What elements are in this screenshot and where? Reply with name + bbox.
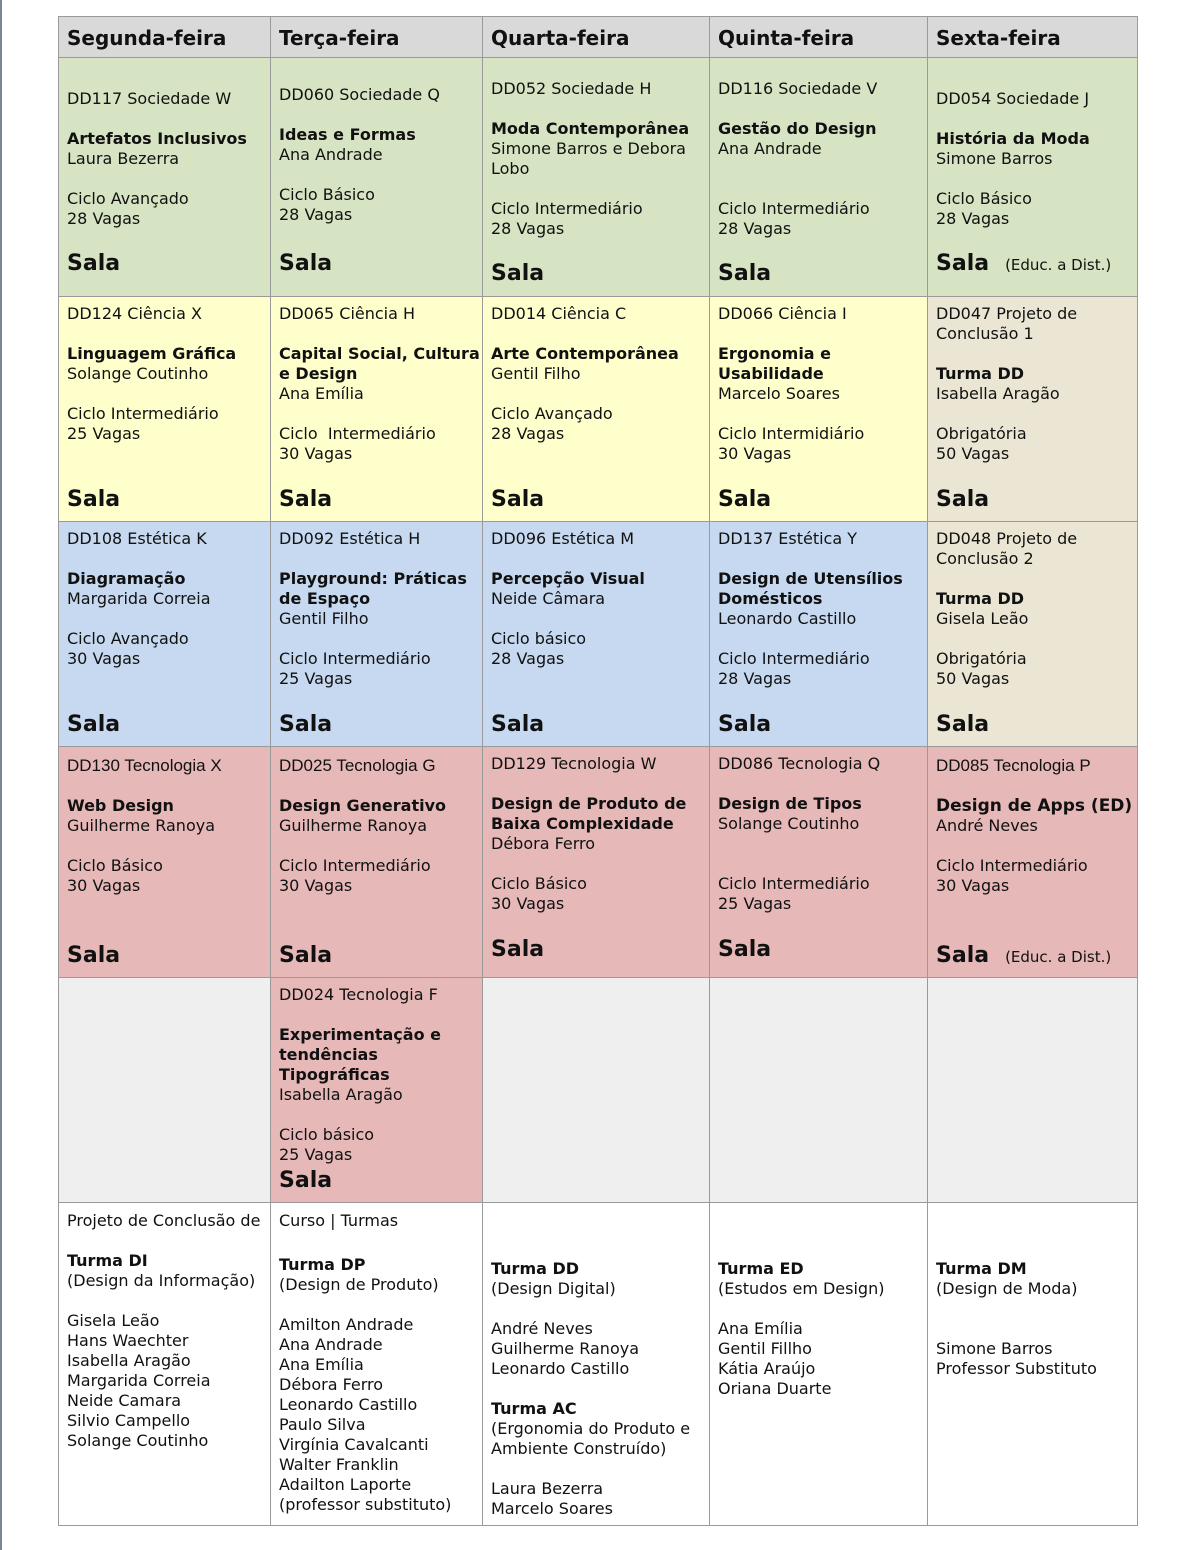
course-code: DD065 Ciência H	[279, 304, 416, 323]
course-cycle: Ciclo Avançado	[67, 629, 189, 648]
course-cell[interactable]	[483, 747, 710, 978]
course-sala: Sala	[491, 712, 545, 737]
group-cell-dm	[928, 1203, 1138, 1526]
course-teacher: Ana Andrade	[279, 145, 383, 164]
course-vagas: 28 Vagas	[279, 205, 353, 224]
course-sala: Sala	[718, 937, 772, 962]
course-code: Conclusão 2	[936, 549, 1034, 568]
course-vagas: 28 Vagas	[491, 649, 565, 668]
course-title: Design de Apps (ED)	[936, 796, 1133, 816]
course-title: Turma DD	[936, 364, 1025, 383]
course-title: Linguagem Gráfica	[67, 344, 237, 363]
course-teacher: Solange Coutinho	[67, 364, 209, 383]
course-teacher: Guilherme Ranoya	[67, 816, 215, 835]
course-code: DD014 Ciência C	[491, 304, 627, 323]
group-member: (professor substituto)	[279, 1495, 452, 1514]
course-title: Web Design	[67, 796, 174, 815]
course-title: Capital Social, Cultura	[279, 344, 480, 363]
course-code: DD025 Tecnologia G	[279, 756, 436, 775]
group-turma: Turma DD	[491, 1259, 580, 1278]
course-cycle: Ciclo básico	[491, 629, 587, 648]
course-vagas: 28 Vagas	[718, 669, 792, 688]
course-vagas: 30 Vagas	[67, 649, 141, 668]
group-member: Marcelo Soares	[491, 1499, 613, 1518]
course-title: Artefatos Inclusivos	[67, 129, 247, 148]
course-cell[interactable]	[483, 522, 710, 747]
course-vagas: 28 Vagas	[491, 424, 565, 443]
course-teacher: André Neves	[936, 816, 1038, 835]
course-sala: Sala	[491, 261, 545, 286]
group-cell-ed	[710, 1203, 928, 1526]
header-quinta: Quinta-feira	[710, 16, 928, 58]
course-title: Usabilidade	[718, 364, 824, 383]
course-vagas: 30 Vagas	[936, 876, 1010, 895]
group-member: Isabella Aragão	[67, 1351, 191, 1370]
course-vagas: 28 Vagas	[718, 219, 792, 238]
course-sala: Sala (Educ. a Dist.)	[936, 251, 1112, 276]
group-desc: (Design de Produto)	[279, 1275, 439, 1294]
course-title: Arte Contemporânea	[491, 344, 679, 363]
course-cell[interactable]	[710, 747, 928, 978]
group-heading: Projeto de Conclusão de	[67, 1211, 261, 1230]
course-cycle: Ciclo Básico	[279, 185, 375, 204]
course-sala: Sala	[279, 487, 333, 512]
course-cycle: Ciclo Intermediário	[718, 649, 870, 668]
course-cycle: Ciclo Básico	[936, 189, 1032, 208]
course-cell[interactable]	[271, 747, 483, 978]
course-vagas: 30 Vagas	[67, 876, 141, 895]
course-teacher: Margarida Correia	[67, 589, 211, 608]
header-terca: Terça-feira	[271, 16, 483, 58]
course-cell[interactable]	[271, 978, 483, 1203]
course-code: DD066 Ciência I	[718, 304, 847, 323]
course-sala: Sala	[279, 712, 333, 737]
group-member: Margarida Correia	[67, 1371, 211, 1390]
course-teacher: Laura Bezerra	[67, 149, 180, 168]
course-cell[interactable]	[271, 522, 483, 747]
course-vagas: 25 Vagas	[718, 894, 792, 913]
course-sala: Sala	[67, 487, 121, 512]
course-code: DD124 Ciência X	[67, 304, 202, 323]
course-teacher: Ana Andrade	[718, 139, 822, 158]
course-note: (Educ. a Dist.)	[1005, 256, 1112, 274]
empty-cell	[710, 978, 928, 1203]
course-title: e Design	[279, 364, 358, 383]
course-cell[interactable]	[710, 522, 928, 747]
course-teacher: Simone Barros e Debora	[491, 139, 686, 158]
group-member: Neide Camara	[67, 1391, 182, 1410]
course-cell[interactable]	[58, 297, 271, 522]
course-code: DD096 Estética M	[491, 529, 635, 548]
course-code: DD086 Tecnologia Q	[718, 754, 881, 773]
course-teacher: Marcelo Soares	[718, 384, 840, 403]
course-sala: Sala	[718, 712, 772, 737]
header-segunda: Segunda-feira	[58, 16, 271, 58]
course-teacher: Simone Barros	[936, 149, 1053, 168]
course-teacher: Ana Emília	[279, 384, 364, 403]
course-title: Experimentação e	[279, 1025, 441, 1044]
course-teacher: Débora Ferro	[491, 834, 596, 853]
empty-cell	[928, 978, 1138, 1203]
course-title: Turma DD	[936, 589, 1025, 608]
course-title: Tipográficas	[279, 1065, 390, 1084]
group-member: Ana Emília	[718, 1319, 803, 1338]
course-title: Baixa Complexidade	[491, 814, 674, 833]
group-member: Gentil Fillho	[718, 1339, 812, 1358]
course-title: Moda Contemporânea	[491, 119, 690, 138]
course-title: Domésticos	[718, 589, 823, 608]
course-title: Diagramação	[67, 569, 186, 588]
course-sala: Sala	[279, 943, 333, 968]
group-desc: (Estudos em Design)	[718, 1279, 885, 1298]
group-cell-di	[58, 1203, 271, 1526]
group-member: Débora Ferro	[279, 1375, 384, 1394]
group-turma: Turma ED	[718, 1259, 804, 1278]
course-cycle: Ciclo Intermediário	[279, 424, 436, 443]
group-member: Kátia Araújo	[718, 1359, 816, 1378]
group-member: Solange Coutinho	[67, 1431, 209, 1450]
group-member: Leonardo Castillo	[279, 1395, 418, 1414]
course-note: (Educ. a Dist.)	[1005, 948, 1112, 966]
course-code: DD116 Sociedade V	[718, 79, 878, 98]
group-member: Gisela Leão	[67, 1311, 160, 1330]
course-title: de Espaço	[279, 589, 371, 608]
course-vagas: 25 Vagas	[279, 669, 353, 688]
course-sala: Sala (Educ. a Dist.)	[936, 943, 1112, 968]
course-title: Design de Tipos	[718, 794, 862, 813]
group-member: Simone Barros	[936, 1339, 1053, 1358]
course-vagas: 25 Vagas	[279, 1145, 353, 1164]
header-sexta: Sexta-feira	[928, 16, 1138, 58]
course-code: Conclusão 1	[936, 324, 1034, 343]
course-code: DD085 Tecnologia P	[936, 756, 1091, 775]
group-member: Guilherme Ranoya	[491, 1339, 639, 1358]
course-teacher: Guilherme Ranoya	[279, 816, 427, 835]
course-sala: Sala	[67, 943, 121, 968]
course-sala: Sala	[491, 487, 545, 512]
group-member: Adailton Laporte	[279, 1475, 412, 1494]
group-desc: (Design Digital)	[491, 1279, 616, 1298]
header-quarta: Quarta-feira	[483, 16, 710, 58]
group-turma: Turma DI	[67, 1251, 148, 1270]
group-member: Paulo Silva	[279, 1415, 366, 1434]
group-member: Oriana Duarte	[718, 1379, 832, 1398]
course-title: Design de Produto de	[491, 794, 687, 813]
course-vagas: 28 Vagas	[936, 209, 1010, 228]
course-code: DD130 Tecnologia X	[67, 756, 222, 775]
course-teacher: Lobo	[491, 159, 530, 178]
group-cell-dd	[483, 1203, 710, 1526]
course-vagas: 30 Vagas	[718, 444, 792, 463]
course-title: Design Generativo	[279, 796, 447, 815]
course-cell[interactable]	[710, 297, 928, 522]
group-member: Virgínia Cavalcanti	[279, 1435, 429, 1454]
course-cycle: Ciclo Básico	[491, 874, 587, 893]
course-title: História da Moda	[936, 129, 1090, 148]
course-code: DD108 Estética K	[67, 529, 207, 548]
course-vagas: 28 Vagas	[491, 219, 565, 238]
course-teacher: Gentil Filho	[279, 609, 369, 628]
course-code: DD024 Tecnologia F	[279, 985, 438, 1004]
course-teacher: Isabella Aragão	[279, 1085, 403, 1104]
course-cycle: Ciclo Intermediário	[718, 874, 870, 893]
course-cell[interactable]	[928, 297, 1138, 522]
course-vagas: 25 Vagas	[67, 424, 141, 443]
course-sala: Sala	[936, 712, 990, 737]
course-cycle: Ciclo Avançado	[67, 189, 189, 208]
course-cell[interactable]	[58, 747, 271, 978]
course-sala: Sala	[936, 487, 990, 512]
course-cell[interactable]	[58, 58, 271, 297]
group-heading: Curso | Turmas	[279, 1211, 399, 1230]
course-title: Ergonomia e	[718, 344, 832, 363]
course-teacher: Solange Coutinho	[718, 814, 860, 833]
group-member: Leonardo Castillo	[491, 1359, 630, 1378]
course-cell[interactable]	[58, 522, 271, 747]
course-title: Ideas e Formas	[279, 125, 416, 144]
group-member: Amilton Andrade	[279, 1315, 414, 1334]
group-member: Laura Bezerra	[491, 1479, 604, 1498]
group-member: André Neves	[491, 1319, 593, 1338]
group-turma: Turma AC	[491, 1399, 577, 1418]
course-code: DD047 Projeto de	[936, 304, 1078, 323]
group-cell-dp	[271, 1203, 483, 1526]
course-title: tendências	[279, 1045, 378, 1064]
course-cycle: Ciclo Intermediário	[67, 404, 219, 423]
course-code: DD060 Sociedade Q	[279, 85, 440, 104]
course-code: DD117 Sociedade W	[67, 89, 232, 108]
course-cell[interactable]	[928, 58, 1138, 297]
course-cycle: Ciclo básico	[279, 1125, 375, 1144]
course-title: Percepção Visual	[491, 569, 645, 588]
course-cell[interactable]	[483, 297, 710, 522]
course-code: DD129 Tecnologia W	[491, 754, 657, 773]
course-cell[interactable]	[928, 522, 1138, 747]
schedule-table	[58, 16, 1138, 1526]
course-sala: Sala	[67, 251, 121, 276]
course-vagas: 30 Vagas	[279, 444, 353, 463]
group-member: Professor Substituto	[936, 1359, 1097, 1378]
course-cycle: Ciclo Intermidiário	[718, 424, 865, 443]
course-title: Design de Utensílios	[718, 569, 903, 588]
course-sala: Sala	[67, 712, 121, 737]
course-cycle: Ciclo Intermediário	[718, 199, 870, 218]
course-teacher: Neide Câmara	[491, 589, 606, 608]
group-member: Silvio Campello	[67, 1411, 191, 1430]
course-title: Playground: Práticas	[279, 569, 467, 588]
course-cell[interactable]	[928, 747, 1138, 978]
course-cell[interactable]	[271, 297, 483, 522]
course-code: DD052 Sociedade H	[491, 79, 652, 98]
empty-cell	[483, 978, 710, 1203]
course-cycle: Ciclo Intermediário	[936, 856, 1088, 875]
course-vagas: 30 Vagas	[491, 894, 565, 913]
course-code: DD048 Projeto de	[936, 529, 1078, 548]
course-cell[interactable]	[710, 58, 928, 297]
course-vagas: 30 Vagas	[279, 876, 353, 895]
course-cycle: Obrigatória	[936, 649, 1027, 668]
course-code: DD054 Sociedade J	[936, 89, 1090, 108]
group-turma: Turma DP	[279, 1255, 366, 1274]
course-cycle: Ciclo Intermediário	[279, 856, 431, 875]
course-title: Gestão do Design	[718, 119, 877, 138]
group-desc: (Ergonomia do Produto e	[491, 1419, 691, 1438]
course-vagas: 50 Vagas	[936, 669, 1010, 688]
course-code: DD137 Estética Y	[718, 529, 858, 548]
course-vagas: 28 Vagas	[67, 209, 141, 228]
course-cycle: Obrigatória	[936, 424, 1027, 443]
group-member: Ana Andrade	[279, 1335, 383, 1354]
course-cell[interactable]	[483, 58, 710, 297]
group-desc: Ambiente Construído)	[491, 1439, 667, 1458]
course-sala: Sala	[718, 487, 772, 512]
course-teacher: Isabella Aragão	[936, 384, 1060, 403]
course-sala: Sala	[718, 261, 772, 286]
course-cycle: Ciclo Intermediário	[491, 199, 643, 218]
course-code: DD092 Estética H	[279, 529, 421, 548]
course-sala: Sala	[279, 1168, 333, 1193]
course-cell[interactable]	[271, 58, 483, 297]
course-teacher: Gisela Leão	[936, 609, 1029, 628]
course-sala: Sala	[491, 937, 545, 962]
group-turma: Turma DM	[936, 1259, 1027, 1278]
course-vagas: 50 Vagas	[936, 444, 1010, 463]
group-member: Hans Waechter	[67, 1331, 189, 1350]
course-cycle: Ciclo Avançado	[491, 404, 613, 423]
course-cycle: Ciclo Básico	[67, 856, 163, 875]
group-member: Ana Emília	[279, 1355, 364, 1374]
course-teacher: Gentil Filho	[491, 364, 581, 383]
empty-cell	[58, 978, 271, 1203]
group-member: Walter Franklin	[279, 1455, 399, 1474]
course-sala: Sala	[279, 251, 333, 276]
left-edge-line	[0, 0, 2, 1550]
course-cycle: Ciclo Intermediário	[279, 649, 431, 668]
group-desc: (Design da Informação)	[67, 1271, 256, 1290]
course-teacher: Leonardo Castillo	[718, 609, 857, 628]
group-desc: (Design de Moda)	[936, 1279, 1078, 1298]
